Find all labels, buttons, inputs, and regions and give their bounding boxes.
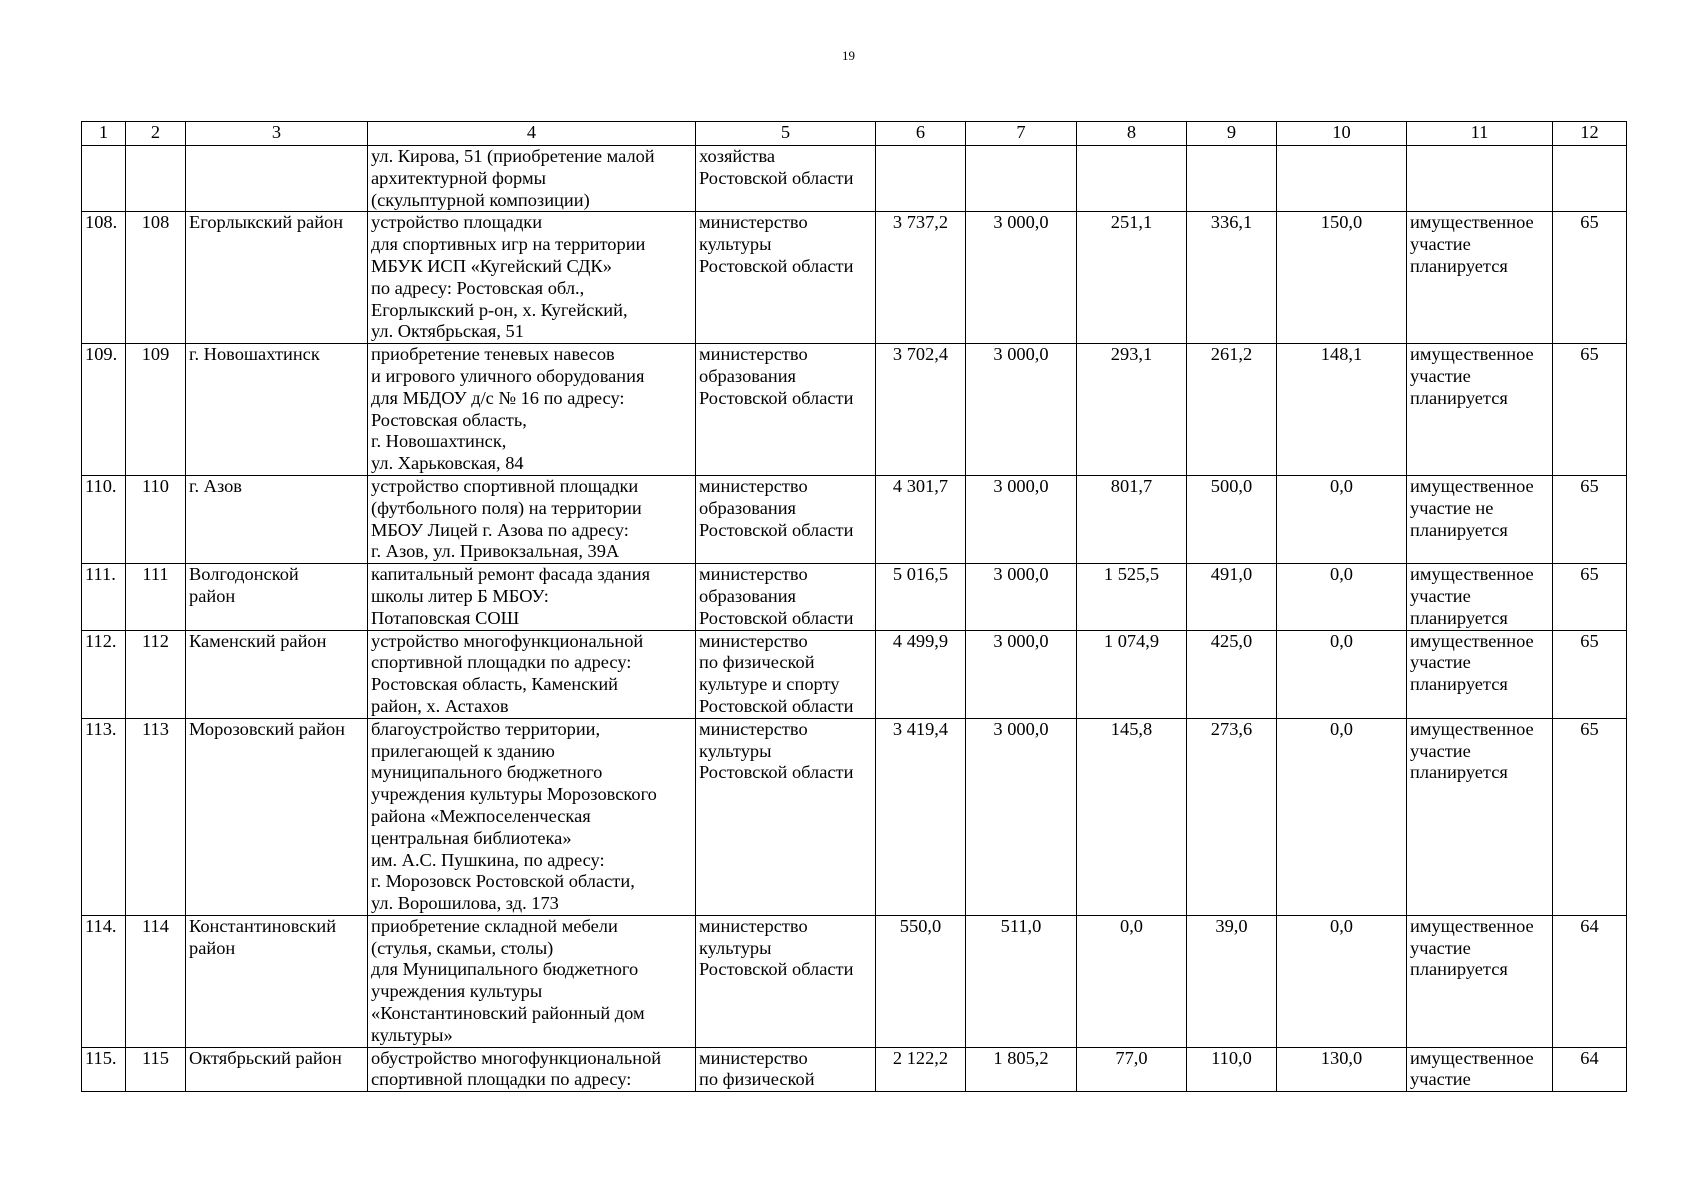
cell-line: г. Новошахтинск, bbox=[371, 431, 507, 452]
project-description-cell bbox=[368, 718, 696, 915]
column-header: 9 bbox=[1187, 122, 1277, 146]
cell-line: ул. Харьковская, 84 bbox=[371, 453, 524, 474]
amount-cell-c7: 3 000,0 bbox=[966, 344, 1077, 476]
cell-line: министерство bbox=[699, 1047, 808, 1068]
amount-cell-c8 bbox=[1077, 146, 1187, 212]
column-header: 4 bbox=[368, 122, 696, 146]
cell-line: г. Новошахтинск bbox=[189, 344, 320, 365]
ministry-cell bbox=[696, 564, 876, 630]
cell-line: им. А.С. Пушкина, по адресу: bbox=[371, 849, 605, 870]
cell-line: планируется bbox=[1410, 762, 1508, 783]
cell-line: Константиновский bbox=[189, 915, 337, 936]
cell-line: имущественное bbox=[1410, 1047, 1534, 1068]
amount-cell-c8: 801,7 bbox=[1077, 475, 1187, 563]
table-row bbox=[82, 1047, 1627, 1092]
column-header: 7 bbox=[966, 122, 1077, 146]
municipality-cell bbox=[186, 718, 368, 915]
row-number-cell: 112. bbox=[82, 630, 126, 718]
item-number-cell: 109 bbox=[126, 344, 186, 476]
cell-line: планируется bbox=[1410, 674, 1508, 695]
participation-cell bbox=[1407, 146, 1553, 212]
ministry-cell bbox=[696, 475, 876, 563]
table-row bbox=[82, 915, 1627, 1047]
cell-line: культуры bbox=[699, 937, 772, 958]
cell-line: учреждения культуры bbox=[371, 981, 543, 1002]
amount-cell-c9: 110,0 bbox=[1187, 1047, 1277, 1092]
cell-line: образования bbox=[699, 497, 797, 518]
cell-line: участие bbox=[1410, 1069, 1471, 1090]
table-row bbox=[82, 718, 1627, 915]
amount-cell-c9: 261,2 bbox=[1187, 344, 1277, 476]
amount-cell-c6: 4 499,9 bbox=[876, 630, 966, 718]
amount-cell-c10: 150,0 bbox=[1277, 212, 1407, 344]
project-description-cell bbox=[368, 1047, 696, 1092]
project-description-cell bbox=[368, 146, 696, 212]
amount-cell-c9: 39,0 bbox=[1187, 915, 1277, 1047]
cell-line: архитектурной формы bbox=[371, 167, 546, 188]
cell-line: район bbox=[189, 937, 236, 958]
amount-cell-c6: 2 122,2 bbox=[876, 1047, 966, 1092]
cell-line: благоустройство территории, bbox=[371, 718, 601, 739]
amount-cell-c6: 4 301,7 bbox=[876, 475, 966, 563]
cell-line: для Муниципального бюджетного bbox=[371, 959, 639, 980]
cell-line: Ростовской области bbox=[699, 167, 854, 188]
cell-line: Ростовской области bbox=[699, 695, 854, 716]
cell-line: имущественное bbox=[1410, 630, 1534, 651]
amount-cell-c7: 511,0 bbox=[966, 915, 1077, 1047]
data-table bbox=[81, 121, 1627, 1092]
item-number-cell bbox=[126, 146, 186, 212]
amount-cell-c7: 3 000,0 bbox=[966, 630, 1077, 718]
amount-cell-c10 bbox=[1277, 146, 1407, 212]
amount-cell-c6 bbox=[876, 146, 966, 212]
cell-line: МБОУ Лицей г. Азова по адресу: bbox=[371, 519, 629, 540]
amount-cell-c9: 491,0 bbox=[1187, 564, 1277, 630]
table-row bbox=[82, 212, 1627, 344]
cell-line: по физической bbox=[699, 1069, 815, 1090]
cell-line: МБУК ИСП «Кугейский СДК» bbox=[371, 255, 612, 276]
cell-line: Егорлыкский р-он, х. Кугейский, bbox=[371, 299, 628, 320]
table-row bbox=[82, 146, 1627, 212]
amount-cell-c7: 3 000,0 bbox=[966, 212, 1077, 344]
cell-line: ул. Кирова, 51 (приобретение малой bbox=[371, 146, 655, 166]
cell-line: Октябрьский район bbox=[189, 1047, 342, 1068]
ministry-cell bbox=[696, 146, 876, 212]
amount-cell-c10: 0,0 bbox=[1277, 718, 1407, 915]
cell-line: района «Межпоселенческая bbox=[371, 805, 591, 826]
amount-cell-c10: 0,0 bbox=[1277, 564, 1407, 630]
amount-cell-c10: 0,0 bbox=[1277, 475, 1407, 563]
amount-cell-c8: 0,0 bbox=[1077, 915, 1187, 1047]
cell-line: планируется bbox=[1410, 607, 1508, 628]
cell-line: культуры bbox=[699, 740, 772, 761]
amount-cell-c6: 550,0 bbox=[876, 915, 966, 1047]
cell-line: «Константиновский районный дом bbox=[371, 1003, 645, 1024]
cell-line: Ростовская область, Каменский bbox=[371, 674, 619, 695]
amount-cell-c9: 336,1 bbox=[1187, 212, 1277, 344]
cell-line: культуре и спорту bbox=[699, 674, 840, 695]
cell-line: школы литер Б МБОУ: bbox=[371, 585, 549, 606]
amount-cell-c8: 251,1 bbox=[1077, 212, 1187, 344]
cell-line: район, х. Астахов bbox=[371, 695, 509, 716]
participation-cell bbox=[1407, 718, 1553, 915]
cell-line: Потаповская СОШ bbox=[371, 607, 520, 628]
cell-line: министерство bbox=[699, 475, 808, 496]
column-header: 8 bbox=[1077, 122, 1187, 146]
cell-line: Егорлыкский район bbox=[189, 212, 344, 233]
municipality-cell bbox=[186, 630, 368, 718]
participation-cell bbox=[1407, 1047, 1553, 1092]
amount-cell-c9: 425,0 bbox=[1187, 630, 1277, 718]
cell-line: учреждения культуры Морозовского bbox=[371, 784, 657, 805]
score-cell: 64 bbox=[1553, 915, 1627, 1047]
score-cell: 65 bbox=[1553, 564, 1627, 630]
amount-cell-c8: 77,0 bbox=[1077, 1047, 1187, 1092]
amount-cell-c7 bbox=[966, 146, 1077, 212]
ministry-cell bbox=[696, 630, 876, 718]
amount-cell-c8: 145,8 bbox=[1077, 718, 1187, 915]
cell-line: Ростовской области bbox=[699, 255, 854, 276]
ministry-cell bbox=[696, 915, 876, 1047]
item-number-cell: 112 bbox=[126, 630, 186, 718]
cell-line: Морозовский район bbox=[189, 718, 346, 739]
cell-line: по физической bbox=[699, 652, 815, 673]
amount-cell-c9 bbox=[1187, 146, 1277, 212]
cell-line: Ростовская область, bbox=[371, 409, 527, 430]
cell-line: устройство спортивной площадки bbox=[371, 475, 639, 496]
participation-cell bbox=[1407, 630, 1553, 718]
cell-line: г. Морозовск Ростовской области, bbox=[371, 871, 635, 892]
municipality-cell bbox=[186, 564, 368, 630]
municipality-cell bbox=[186, 212, 368, 344]
project-description-cell bbox=[368, 915, 696, 1047]
municipality-cell bbox=[186, 344, 368, 476]
cell-line: Ростовской области bbox=[699, 519, 854, 540]
project-description-cell bbox=[368, 344, 696, 476]
amount-cell-c6: 3 419,4 bbox=[876, 718, 966, 915]
row-number-cell: 114. bbox=[82, 915, 126, 1047]
cell-line: прилегающей к зданию bbox=[371, 740, 555, 761]
cell-line: г. Азов bbox=[189, 475, 242, 496]
score-cell: 65 bbox=[1553, 212, 1627, 344]
amount-cell-c7: 3 000,0 bbox=[966, 718, 1077, 915]
amount-cell-c7: 3 000,0 bbox=[966, 564, 1077, 630]
cell-line: министерство bbox=[699, 564, 808, 585]
score-cell: 65 bbox=[1553, 630, 1627, 718]
amount-cell-c6: 3 737,2 bbox=[876, 212, 966, 344]
cell-line: Ростовской области bbox=[699, 959, 854, 980]
cell-line: для МБДОУ д/с № 16 по адресу: bbox=[371, 387, 625, 408]
cell-line: министерство bbox=[699, 630, 808, 651]
column-header: 11 bbox=[1407, 122, 1553, 146]
cell-line: образования bbox=[699, 365, 797, 386]
cell-line: планируется bbox=[1410, 519, 1508, 540]
column-header: 12 bbox=[1553, 122, 1627, 146]
column-header: 2 bbox=[126, 122, 186, 146]
cell-line: спортивной площадки по адресу: bbox=[371, 652, 632, 673]
row-number-cell: 115. bbox=[82, 1047, 126, 1092]
cell-line: культуры bbox=[699, 234, 772, 255]
score-cell bbox=[1553, 146, 1627, 212]
row-number-cell: 109. bbox=[82, 344, 126, 476]
column-header: 1 bbox=[82, 122, 126, 146]
score-cell: 65 bbox=[1553, 344, 1627, 476]
cell-line: Каменский район bbox=[189, 630, 327, 651]
row-number-cell: 113. bbox=[82, 718, 126, 915]
municipality-cell bbox=[186, 915, 368, 1047]
participation-cell bbox=[1407, 564, 1553, 630]
cell-line: министерство bbox=[699, 718, 808, 739]
cell-line: Волгодонской bbox=[189, 564, 299, 585]
row-number-cell: 111. bbox=[82, 564, 126, 630]
table-row bbox=[82, 564, 1627, 630]
municipality-cell bbox=[186, 475, 368, 563]
score-cell: 65 bbox=[1553, 475, 1627, 563]
cell-line: спортивной площадки по адресу: bbox=[371, 1069, 632, 1090]
column-header: 5 bbox=[696, 122, 876, 146]
item-number-cell: 111 bbox=[126, 564, 186, 630]
cell-line: участие не bbox=[1410, 497, 1494, 518]
cell-line: участие bbox=[1410, 585, 1471, 606]
table-row bbox=[82, 630, 1627, 718]
cell-line: устройство площадки bbox=[371, 212, 543, 233]
cell-line: приобретение теневых навесов bbox=[371, 344, 615, 365]
cell-line: для спортивных игр на территории bbox=[371, 234, 646, 255]
cell-line: имущественное bbox=[1410, 915, 1534, 936]
cell-line: хозяйства bbox=[699, 146, 776, 166]
project-description-cell bbox=[368, 475, 696, 563]
project-description-cell bbox=[368, 212, 696, 344]
cell-line: имущественное bbox=[1410, 564, 1534, 585]
cell-line: ул. Октябрьская, 51 bbox=[371, 321, 524, 342]
cell-line: г. Азов, ул. Привокзальная, 39А bbox=[371, 541, 620, 562]
amount-cell-c8: 1 525,5 bbox=[1077, 564, 1187, 630]
cell-line: муниципального бюджетного bbox=[371, 762, 603, 783]
ministry-cell bbox=[696, 1047, 876, 1092]
row-number-cell: 110. bbox=[82, 475, 126, 563]
amount-cell-c10: 0,0 bbox=[1277, 630, 1407, 718]
municipality-cell bbox=[186, 146, 368, 212]
cell-line: планируется bbox=[1410, 387, 1508, 408]
row-number-cell bbox=[82, 146, 126, 212]
cell-line: (скульптурной композиции) bbox=[371, 189, 590, 210]
cell-line: устройство многофункциональной bbox=[371, 630, 644, 651]
amount-cell-c9: 273,6 bbox=[1187, 718, 1277, 915]
cell-line: имущественное bbox=[1410, 344, 1534, 365]
participation-cell bbox=[1407, 915, 1553, 1047]
header-row bbox=[82, 122, 1627, 146]
project-description-cell bbox=[368, 630, 696, 718]
cell-line: участие bbox=[1410, 234, 1471, 255]
row-number-cell: 108. bbox=[82, 212, 126, 344]
municipality-cell bbox=[186, 1047, 368, 1092]
cell-line: планируется bbox=[1410, 959, 1508, 980]
cell-line: Ростовской области bbox=[699, 387, 854, 408]
cell-line: министерство bbox=[699, 915, 808, 936]
cell-line: имущественное bbox=[1410, 718, 1534, 739]
cell-line: капитальный ремонт фасада здания bbox=[371, 564, 651, 585]
ministry-cell bbox=[696, 212, 876, 344]
amount-cell-c6: 3 702,4 bbox=[876, 344, 966, 476]
cell-line: обустройство многофункциональной bbox=[371, 1047, 662, 1068]
cell-line: приобретение складной мебели bbox=[371, 915, 618, 936]
ministry-cell bbox=[696, 344, 876, 476]
cell-line: Ростовской области bbox=[699, 762, 854, 783]
cell-line: (футбольного поля) на территории bbox=[371, 497, 642, 518]
score-cell: 65 bbox=[1553, 718, 1627, 915]
item-number-cell: 113 bbox=[126, 718, 186, 915]
project-description-cell bbox=[368, 564, 696, 630]
item-number-cell: 110 bbox=[126, 475, 186, 563]
amount-cell-c8: 293,1 bbox=[1077, 344, 1187, 476]
amount-cell-c6: 5 016,5 bbox=[876, 564, 966, 630]
score-cell: 64 bbox=[1553, 1047, 1627, 1092]
column-header: 3 bbox=[186, 122, 368, 146]
participation-cell bbox=[1407, 475, 1553, 563]
table-row bbox=[82, 475, 1627, 563]
cell-line: имущественное bbox=[1410, 475, 1534, 496]
cell-line: министерство bbox=[699, 344, 808, 365]
cell-line: и игрового уличного оборудования bbox=[371, 365, 645, 386]
cell-line: участие bbox=[1410, 740, 1471, 761]
cell-line: ул. Ворошилова, зд. 173 bbox=[371, 893, 559, 914]
cell-line: район bbox=[189, 585, 236, 606]
ministry-cell bbox=[696, 718, 876, 915]
item-number-cell: 108 bbox=[126, 212, 186, 344]
amount-cell-c7: 1 805,2 bbox=[966, 1047, 1077, 1092]
cell-line: Ростовской области bbox=[699, 607, 854, 628]
amount-cell-c9: 500,0 bbox=[1187, 475, 1277, 563]
cell-line: планируется bbox=[1410, 255, 1508, 276]
cell-line: участие bbox=[1410, 652, 1471, 673]
participation-cell bbox=[1407, 212, 1553, 344]
amount-cell-c7: 3 000,0 bbox=[966, 475, 1077, 563]
participation-cell bbox=[1407, 344, 1553, 476]
table-body bbox=[82, 122, 1627, 1092]
table-row bbox=[82, 344, 1627, 476]
cell-line: участие bbox=[1410, 365, 1471, 386]
amount-cell-c10: 130,0 bbox=[1277, 1047, 1407, 1092]
amount-cell-c10: 0,0 bbox=[1277, 915, 1407, 1047]
item-number-cell: 114 bbox=[126, 915, 186, 1047]
cell-line: имущественное bbox=[1410, 212, 1534, 233]
page-number: 19 bbox=[842, 48, 855, 63]
item-number-cell: 115 bbox=[126, 1047, 186, 1092]
cell-line: (стулья, скамьи, столы) bbox=[371, 937, 554, 958]
cell-line: по адресу: Ростовская обл., bbox=[371, 277, 585, 298]
amount-cell-c8: 1 074,9 bbox=[1077, 630, 1187, 718]
cell-line: образования bbox=[699, 585, 797, 606]
cell-line: центральная библиотека» bbox=[371, 827, 572, 848]
amount-cell-c10: 148,1 bbox=[1277, 344, 1407, 476]
column-header: 6 bbox=[876, 122, 966, 146]
column-header: 10 bbox=[1277, 122, 1407, 146]
cell-line: министерство bbox=[699, 212, 808, 233]
cell-line: культуры» bbox=[371, 1024, 453, 1045]
cell-line: участие bbox=[1410, 937, 1471, 958]
